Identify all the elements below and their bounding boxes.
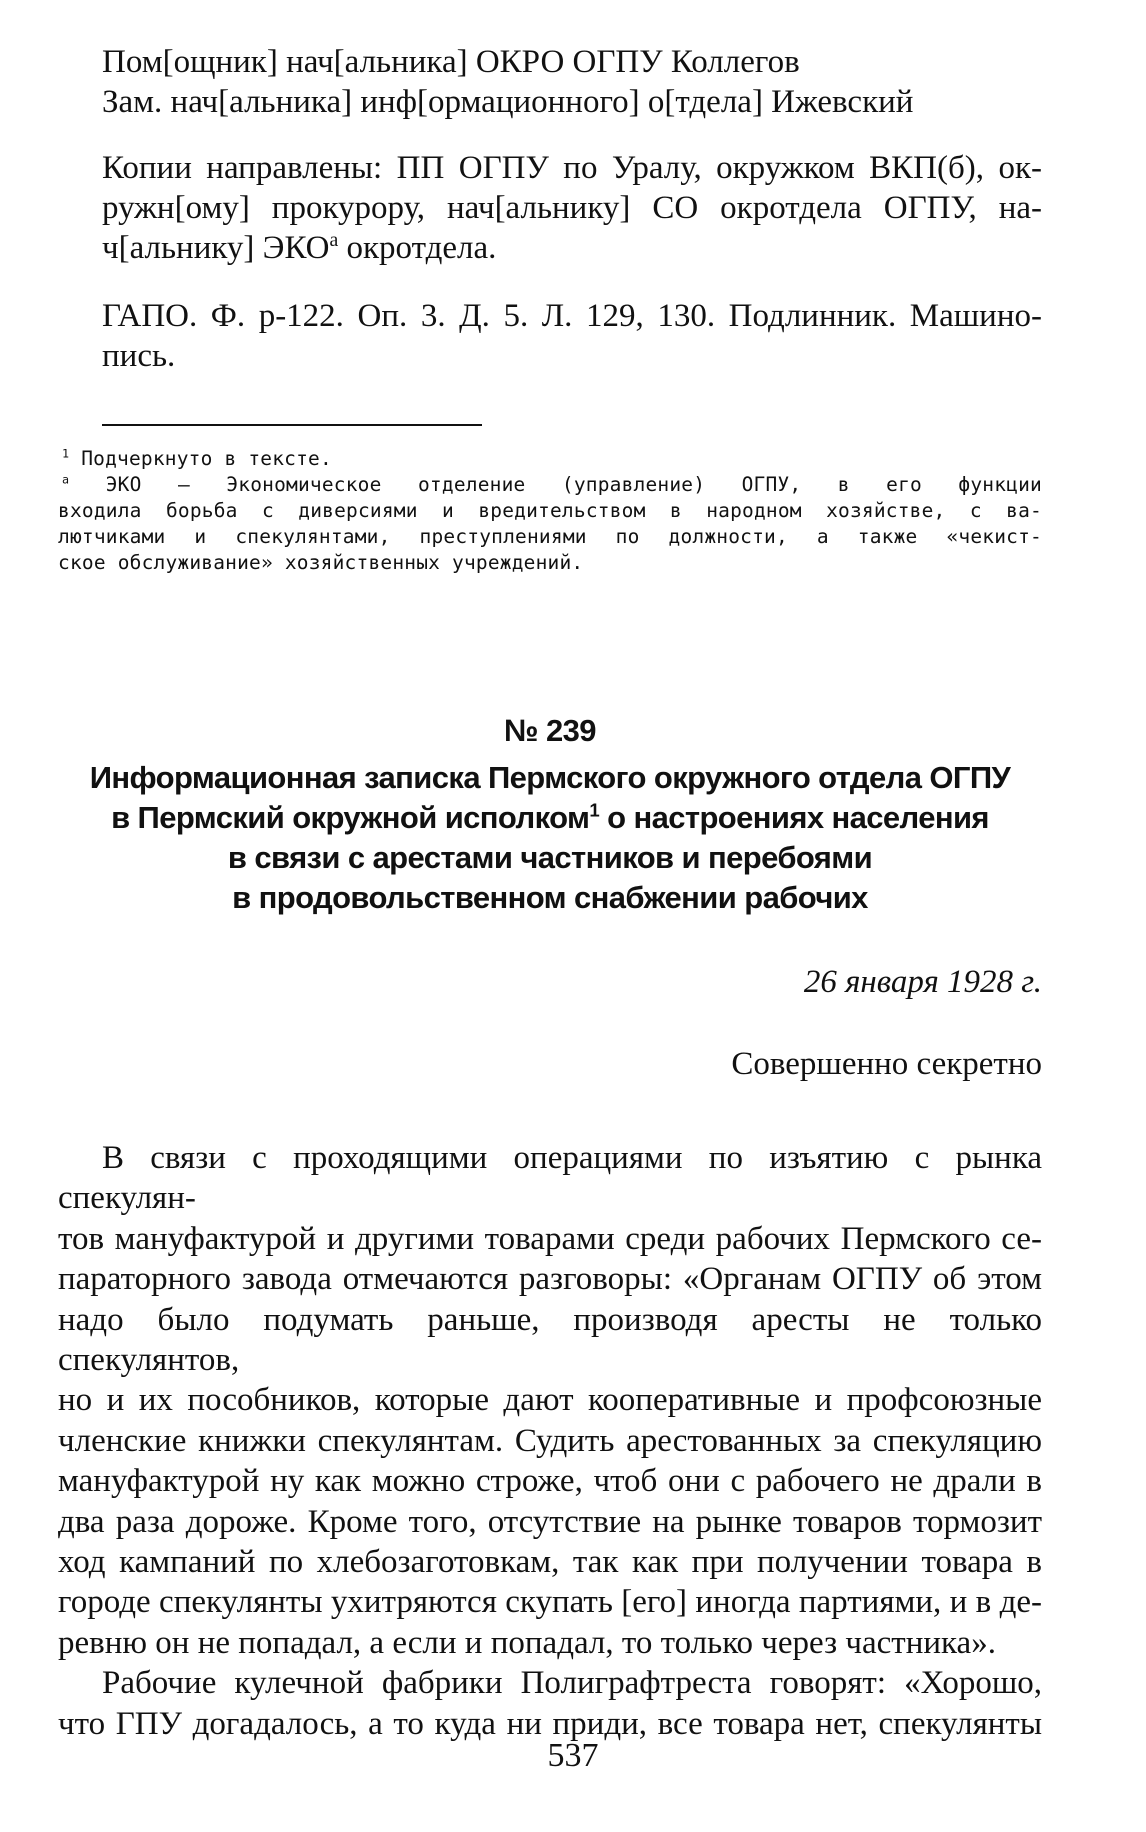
body-line: ход кампаний по хлебозаготовкам, так как при получении товара в <box>58 1544 1042 1581</box>
footnote-a-line: входила борьба с диверсиями и вредительством в народном хозяйстве, с ва- <box>58 499 1042 522</box>
footnote-a-line: лютчиками и спекулянтами, преступлениями по должности, а также «чекист- <box>58 525 1042 548</box>
title-line: Информационная записка Пермского окружного отдела ОГПУ <box>89 760 1011 795</box>
footnotes <box>58 446 1042 576</box>
body-line: что ГПУ догадалось, а то куда ни приди, все товара нет, спекулянты <box>58 1705 1042 1742</box>
footnote-a-line <box>58 472 1042 498</box>
body-line: ревню он не попадал, а если и попадал, то только через частника». <box>58 1624 996 1661</box>
signature-block <box>102 42 1042 122</box>
document-title <box>58 758 1042 918</box>
body-line: В связи с проходящими операциями по изъятию с рынка спекулян- <box>58 1140 1042 1217</box>
title-line: в продовольственном снабжении рабочих <box>232 880 868 915</box>
footnote-text: ЭКО – Экономическое отделение (управление) ОГПУ, в его функции <box>69 473 1042 496</box>
archive-line: ГАПО. Ф. р-122. Оп. 3. Д. 5. Л. 129, 130. Подлинник. Машино- <box>102 298 1042 334</box>
copies-note <box>102 148 1042 268</box>
copies-text: окротдела. <box>338 230 497 266</box>
footnote-ref-1: 1 <box>589 799 600 821</box>
body-line: два раза дороже. Кроме того, отсутствие на рынке товаров тормозит <box>58 1503 1042 1540</box>
copies-text: ч[альнику] ЭКО <box>102 230 330 266</box>
footnote-mark: 1 <box>62 446 70 461</box>
footnote-a-line: ское обслуживание» хозяйственных учреждений. <box>58 551 584 574</box>
page-number: 537 <box>547 1737 599 1774</box>
paragraph-2 <box>58 1663 1042 1744</box>
body-line: членские книжки спекулянтам. Судить арестованных за спекуляцию <box>58 1422 1042 1459</box>
title-text: о настроениях населения <box>599 800 989 835</box>
title-line: в связи с арестами частников и перебоями <box>227 840 873 875</box>
title-text: в Пермский окружной исполком <box>111 800 590 835</box>
secrecy-stamp: Совершенно секретно <box>731 1046 1042 1082</box>
signature-line: Пом[ощник] нач[альника] ОКРО ОГПУ Коллегов <box>102 44 800 80</box>
body-line: но и их пособников, которые дают кооперативные и профсоюзные <box>58 1382 1042 1419</box>
body-line: городе спекулянты ухитряются скупать [его] иногда партиями, и в де- <box>58 1584 1042 1621</box>
body-line: параторного завода отмечаются разговоры: «Органам ОГПУ об этом <box>58 1261 1042 1298</box>
body-line: мануфактурой ну как можно строже, чтоб они с рабочего не драли в <box>58 1463 1042 1500</box>
document-date: 26 января 1928 г. <box>803 964 1042 1000</box>
footnote-1 <box>58 446 1042 472</box>
archive-line: пись. <box>102 338 176 374</box>
paragraph-1 <box>58 1138 1042 1663</box>
footnote-text: Подчеркнуто в тексте. <box>69 447 332 470</box>
document-body <box>58 1138 1042 1744</box>
body-line: надо было подумать раньше, производя аресты не только спекулянтов, <box>58 1301 1042 1379</box>
footnote-divider <box>102 424 482 426</box>
copies-line <box>102 228 1042 268</box>
title-line <box>58 798 1042 838</box>
body-line: тов мануфактурой и другими товарами среди рабочих Пермского се- <box>58 1220 1042 1257</box>
document-number: № 239 <box>504 713 596 748</box>
footnote-ref-a: а <box>329 229 339 251</box>
archive-reference <box>102 296 1042 376</box>
body-line: Рабочие кулечной фабрики Полиграфтреста говорят: «Хорошо, <box>102 1665 1042 1702</box>
copies-line: ружн[ому] прокурору, нач[альнику] СО окротдела ОГПУ, на- <box>102 190 1042 226</box>
footnote-mark: а <box>62 472 70 487</box>
copies-line: Копии направлены: ПП ОГПУ по Уралу, окружком ВКП(б), ок- <box>102 150 1042 186</box>
signature-line: Зам. нач[альника] инф[ормационного] о[тдела] Ижевский <box>102 84 914 120</box>
